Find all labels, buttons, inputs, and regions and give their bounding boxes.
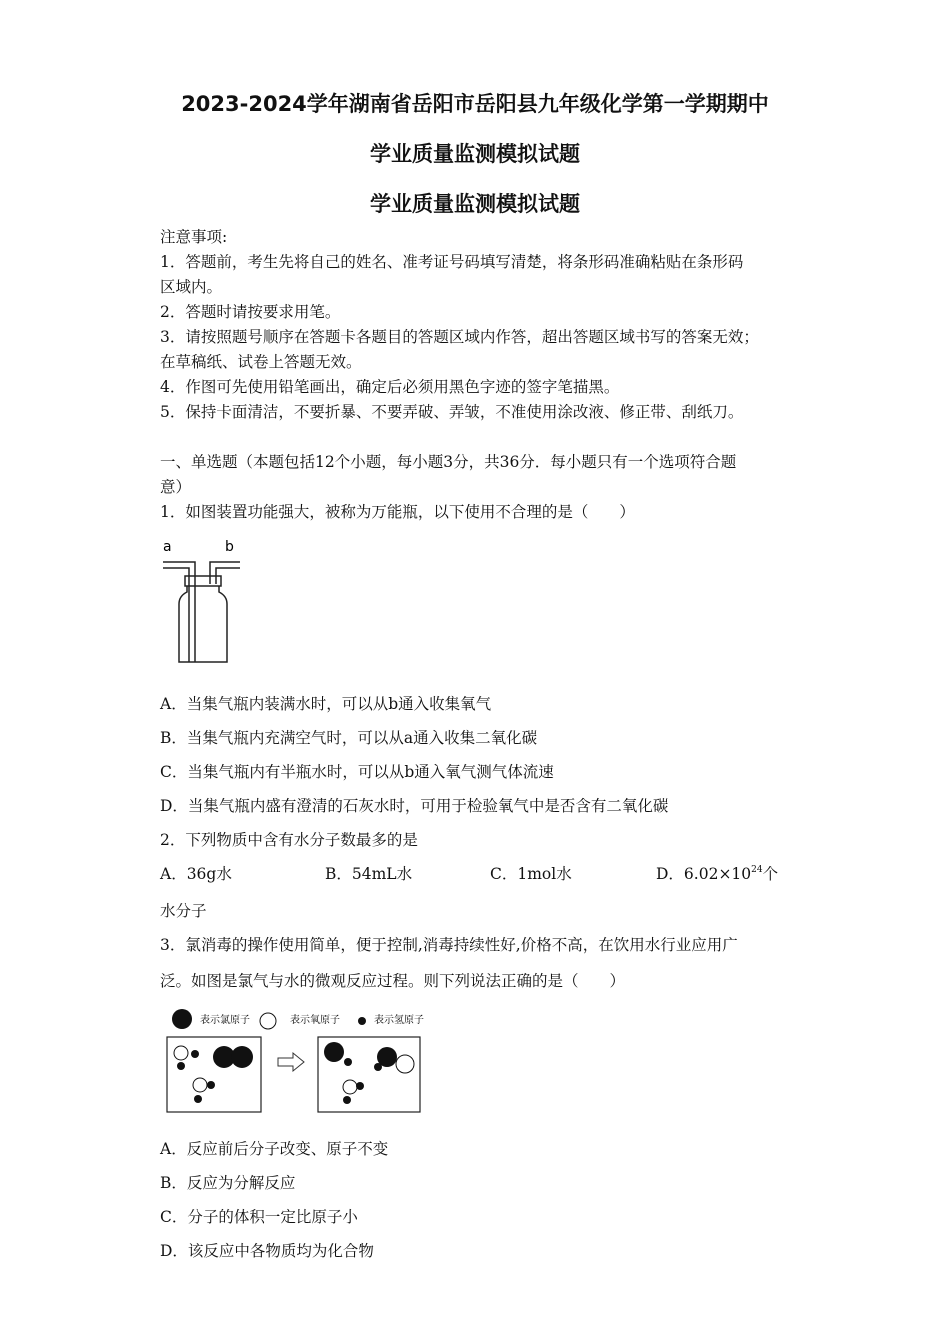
legend-hydrogen: 表示氢原子 [374, 1015, 424, 1026]
q3-option-c: C．分子的体积一定比原子小 [160, 1208, 358, 1226]
oxygen-atom-legend [260, 1013, 276, 1029]
hydrogen-atom-legend [358, 1017, 366, 1025]
q2-stem: 2．下列物质中含有水分子数最多的是 [160, 831, 418, 849]
page-subtitle-repeat: 学业质量监测模拟试题 [370, 192, 580, 216]
gas-bottle-diagram [155, 532, 255, 667]
q1-option-a: A．当集气瓶内装满水时，可以从b通入收集氧气 [160, 695, 492, 713]
page-title: 2023-2024学年湖南省岳阳市岳阳县九年级化学第一学期期中 [181, 92, 769, 116]
q2-option-c: C．1mol水 [490, 865, 572, 883]
q1-stem: 1．如图装置功能强大，被称为万能瓶，以下使用不合理的是（ ） [160, 503, 635, 521]
q2-option-a: A．36g水 [160, 865, 232, 883]
q1-option-b: B．当集气瓶内充满空气时，可以从a通入收集二氧化碳 [160, 729, 538, 747]
legend-chlorine: 表示氯原子 [200, 1015, 250, 1026]
notice-item: 区域内。 [160, 278, 223, 296]
notice-item: 在草稿纸、试卷上答题无效。 [160, 353, 362, 371]
reaction-diagram [160, 1004, 445, 1116]
chlorine-atom-legend [172, 1009, 192, 1029]
notice-item: 5．保持卡面清洁，不要折暴、不要弄破、弄皱，不准使用涂改液、修正带、刮纸刀。 [160, 403, 744, 421]
q2-option-d: D．$6.02\times 10^{24}$个 [656, 865, 779, 883]
q1-option-c: C．当集气瓶内有半瓶水时，可以从b通入氧气测气体流速 [160, 763, 554, 781]
page-subtitle: 学业质量监测模拟试题 [370, 142, 580, 166]
notice-item: 2．答题时请按要求用笔。 [160, 303, 341, 321]
notice-heading: 注意事项: [160, 228, 228, 246]
q2-option-d-cont: 水分子 [160, 902, 207, 920]
q3-option-b: B．反应为分解反应 [160, 1174, 296, 1192]
notice-item: 3．请按照题号顺序在答题卡各题目的答题区域内作答，超出答题区域书写的答案无效； [160, 328, 759, 346]
notice-item: 1．答题前，考生先将自己的姓名、准考证号码填写清楚，将条形码准确粘贴在条形码 [160, 253, 744, 271]
label-b: b [225, 539, 234, 555]
q3-stem-cont: 泛。如图是氯气与水的微观反应过程。则下列说法正确的是（ ） [160, 972, 626, 990]
q2-option-b: B．54mL水 [325, 865, 413, 883]
legend-oxygen: 表示氧原子 [290, 1015, 340, 1026]
q3-option-a: A．反应前后分子改变、原子不变 [160, 1140, 389, 1158]
q3-option-d: D．该反应中各物质均为化合物 [160, 1242, 374, 1260]
notice-item: 4．作图可先使用铅笔画出，确定后必须用黑色字迹的签字笔描黑。 [160, 378, 620, 396]
q3-stem: 3．氯消毒的操作使用简单，便于控制,消毒持续性好,价格不高，在饮用水行业应用广 [160, 936, 738, 954]
q1-option-d: D．当集气瓶内盛有澄清的石灰水时，可用于检验氧气中是否含有二氧化碳 [160, 797, 669, 815]
label-a: a [163, 539, 172, 555]
section-heading: 一、单选题（本题包括12个小题，每小题3分，共36分．每小题只有一个选项符合题 [160, 453, 737, 471]
section-heading-cont: 意） [160, 478, 192, 496]
